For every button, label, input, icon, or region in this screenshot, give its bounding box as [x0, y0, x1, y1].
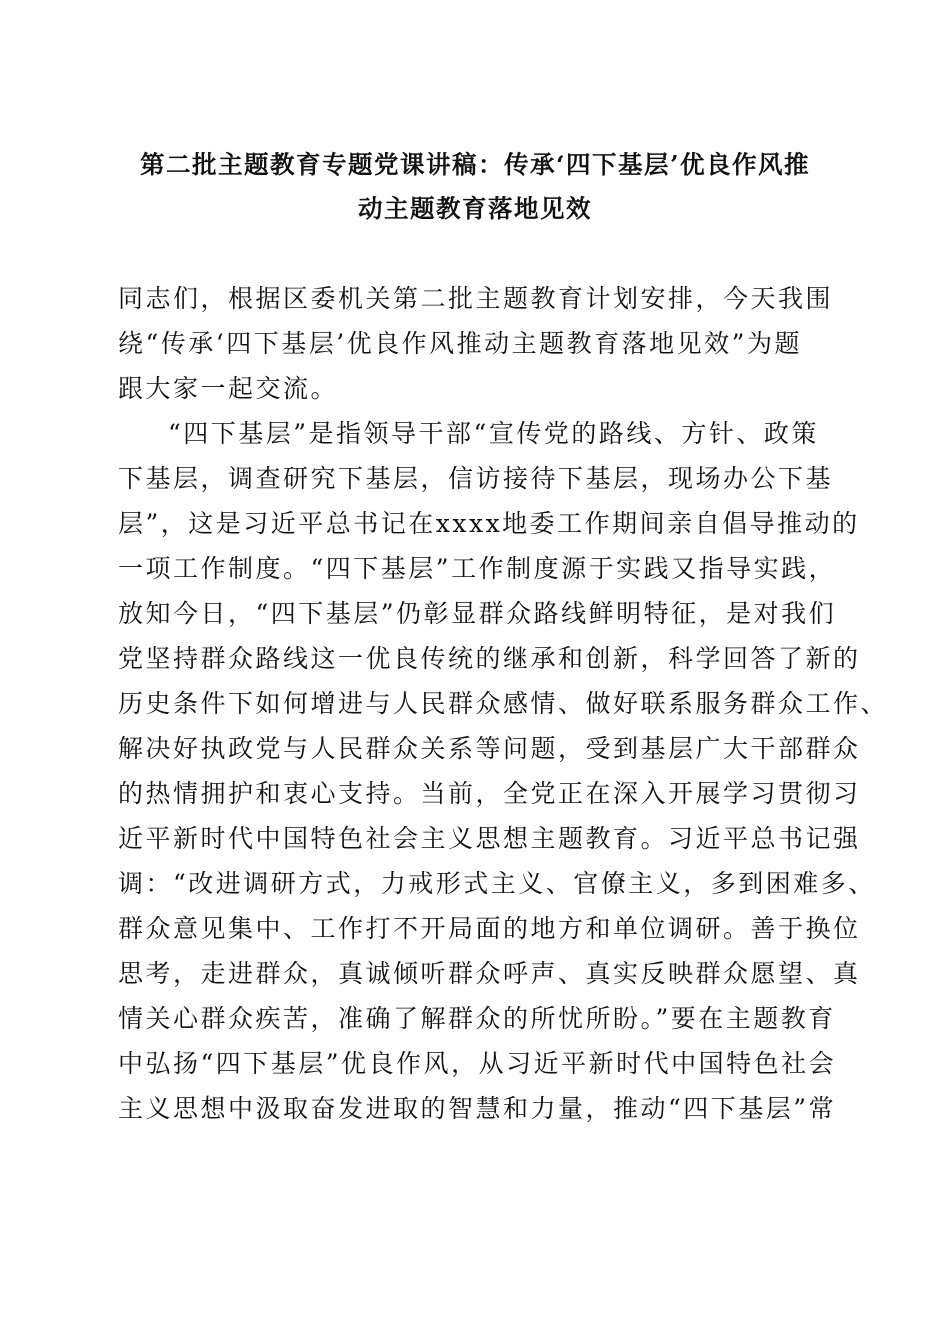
document-body: [118, 276, 889, 1131]
paragraph-line: 下基层，调查研究下基层，信访接待下基层，现场办公下基: [118, 464, 834, 493]
paragraph-line: 主义思想中汲取奋发进取的智慧和力量，推动“四下基层”常: [118, 1094, 837, 1123]
paragraph-line: 解决好执政党与人民群众关系等问题，受到基层广大干部群众: [118, 734, 861, 763]
paragraph-line: 党坚持群众路线这一优良传统的继承和创新，科学回答了新的: [118, 644, 861, 673]
paragraph-line: 绕“传承‘四下基层’优良作风推动主题教育落地见效”为题: [118, 329, 802, 358]
paragraph-line: 思考，走进群众，真诚倾听群众呼声、真实反映群众愿望、真: [118, 959, 861, 988]
paragraph-line: 历史条件下如何增进与人民群众感情、做好联系服务群众工作、: [118, 689, 889, 718]
title-line: 第二批主题教育专题党课讲稿：传承‘四下基层’优良作风推: [139, 150, 811, 179]
paragraph-line: 的热情拥护和衷心支持。当前，全党正在深入开展学习贯彻习: [118, 779, 861, 808]
document-title: [118, 143, 832, 231]
paragraph-line: “四下基层”是指领导干部“宣传党的路线、方针、政策: [168, 419, 819, 448]
paragraph-line: 情关心群众疾苦，准确了解群众的所忧所盼。”要在主题教育: [118, 1004, 836, 1033]
paragraph-line: 中弘扬“四下基层”优良作风，从习近平新时代中国特色社会: [118, 1049, 837, 1078]
paragraph-line: 层”，这是习近平总书记在xxxx地委工作期间亲自倡导推动的: [118, 509, 860, 538]
paragraph-line: 近平新时代中国特色社会主义思想主题教育。习近平总书记强: [118, 824, 861, 853]
paragraph-line: 放知今日，“四下基层”仍彰显群众路线鲜明特征，是对我们: [118, 599, 837, 628]
paragraph-line: 群众意见集中、工作打不开局面的地方和单位调研。善于换位: [118, 914, 861, 943]
paragraph-line: 一项工作制度。“四下基层”工作制度源于实践又指导实践，: [118, 554, 837, 583]
paragraph-line: 调：“改进调研方式，力戒形式主义、官僚主义，多到困难多、: [118, 869, 876, 898]
title-line: 动主题教育落地见效: [358, 194, 592, 223]
paragraph-line: 同志们，根据区委机关第二批主题教育计划安排，今天我围: [118, 284, 834, 313]
paragraph-line: 跟大家一起交流。: [118, 374, 339, 403]
